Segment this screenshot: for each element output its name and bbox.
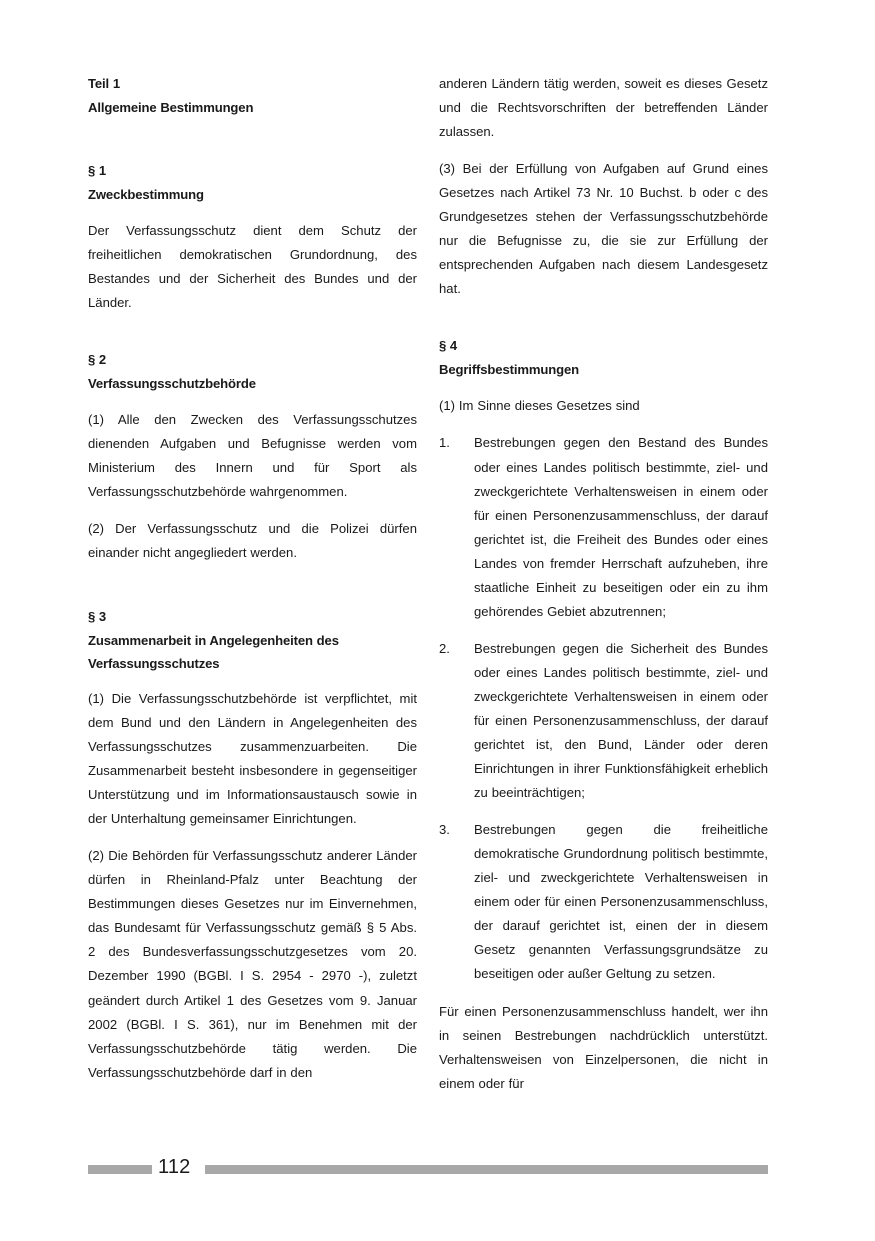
section-1-heading [88, 159, 417, 206]
page-footer [0, 1152, 875, 1192]
section-1-number: § 1 [88, 163, 107, 178]
right-text-column [439, 72, 768, 1130]
footer-rule-left [88, 1165, 152, 1174]
section-4-title: Begriffsbestimmungen [439, 361, 579, 377]
section-2-title: Verfassungsschutzbehörde [88, 375, 256, 391]
section-4-intro: (1) Im Sinne dieses Gesetzes sind [439, 398, 640, 414]
section-3-paragraph-3: (3) Bei der Erfüllung von Aufgaben auf Grund eines Gesetzes nach Artikel 73 Nr. 10 Buchst. b oder c des Grundgesetzes stehen der Verfassungsschutzbehörde nur die Befugnisse zu, die sie zur Erfüllung der entsprechenden Aufgaben nach diesem Landesgesetz hat. [439, 161, 768, 297]
section-3-title-line-1: Zusammenarbeit in Angelegenheiten des [88, 632, 339, 648]
footer-rule-right [205, 1165, 768, 1174]
section-2-paragraph-1: (1) Alle den Zwecken des Verfassungsschutzes dienenden Aufgaben und Befugnisse werden vom Ministerium des Innern und für Sport als Verfassungsschutzbehörde wahrgenommen. [88, 412, 417, 500]
spacer [88, 132, 417, 159]
list-item-marker: 1. [439, 435, 450, 451]
section-3-heading [88, 605, 417, 676]
definitions-list [439, 431, 768, 986]
continued-paragraph: anderen Ländern tätig werden, soweit es dieses Gesetz und die Rechtsvorschriften der betreffenden Länder zulassen. [439, 76, 768, 140]
spacer [439, 314, 768, 334]
section-2-paragraph-2: (2) Der Verfassungsschutz und die Polizei dürfen einander nicht angegliedert werden. [88, 521, 417, 561]
section-1-paragraph-1: Der Verfassungsschutz dient dem Schutz der freiheitlichen demokratischen Grundordnung, des Bestandes und der Sicherheit des Bundes und der Länder. [88, 223, 417, 311]
section-2-heading [88, 348, 417, 395]
page-number: 112 [158, 1156, 191, 1178]
section-3-title-line-2: Verfassungsschutzes [88, 656, 220, 672]
list-item [439, 818, 768, 986]
list-item-marker: 2. [439, 640, 450, 656]
part-heading-number: Teil 1 [88, 76, 120, 91]
section-4-closing-paragraph: Für einen Personenzusammenschluss handelt, wer ihn in seinen Bestrebungen nachdrücklich unterstützt. Verhaltensweisen von Einzelpersonen, die nicht in einem oder für [439, 1003, 768, 1091]
left-text-column [88, 72, 417, 1130]
part-heading-title: Allgemeine Bestimmungen [88, 99, 254, 115]
list-item-text: Bestrebungen gegen den Bestand des Bundes oder eines Landes politisch bestimmte, ziel- und zweckgerichtete Verhaltensweisen in einem oder für einen Personenzusammenschluss, der darauf gerichtet ist, die Freiheit des Bundes oder eines Landes von fremder Herrschaft aufzuheben, ihre staatliche Einheit zu beseitigen oder ein zu ihm gehörendes Gebiet abzutrennen; [474, 435, 768, 619]
section-4-heading [439, 334, 768, 381]
part-heading [88, 72, 417, 119]
section-1-title: Zweckbestimmung [88, 186, 204, 202]
list-item-text: Bestrebungen gegen die Sicherheit des Bundes oder eines Landes politisch bestimmte, ziel- und zweckgerichtete Verhaltensweisen in einem oder für einen Personenzusammenschluss, der darauf gerichtet ist, den Bund, Länder oder deren Einrichtungen in ihrer Funktionsfähigkeit erheblich zu beeinträchtigen; [474, 640, 768, 801]
list-item [439, 637, 768, 805]
section-3-number: § 3 [88, 609, 107, 625]
list-item-marker: 3. [439, 822, 450, 838]
spacer [88, 328, 417, 348]
section-2-number: § 2 [88, 352, 107, 368]
section-3-paragraph-1: (1) Die Verfassungsschutzbehörde ist verpflichtet, mit dem Bund und den Ländern in Angelegenheiten des Verfassungsschutzes zusammenzuarbeiten. Die Zusammenarbeit besteht insbesondere in gegenseitiger Unterstützung und im Informationsaustausch sowie in der Unterhaltung gemeinsamer Einrichtungen. [88, 690, 417, 827]
list-item-text: Bestrebungen gegen die freiheitliche demokratische Grundordnung politisch bestimmte, ziel- und zweckgerichtete Verhaltensweisen in einem oder für einen Personenzusammenschluss, der darauf gerichtet ist, einen der in diesem Gesetz genannten Verfassungsgrundsätze zu beseitigen oder außer Geltung zu setzen. [474, 822, 768, 982]
spacer [88, 578, 417, 605]
section-4-number: § 4 [439, 338, 458, 354]
list-item [439, 431, 768, 623]
two-column-body [88, 72, 768, 1130]
section-3-paragraph-2: (2) Die Behörden für Verfassungsschutz anderer Länder dürfen in Rheinland-Pfalz unter Beachtung der Bestimmungen dieses Gesetzes nur im Einvernehmen, das Bundesamt für Verfassungsschutz gemäß § 5 Abs. 2 des Bundesverfassungsschutzgesetzes vom 20. Dezember 1990 (BGBl. I S. 2954 - 2970 -), zuletzt geändert durch Artikel 1 des Gesetzes vom 9. Januar 2002 (BGBl. I S. 361), nur im Benehmen mit der Verfassungsschutzbehörde tätig werden. Die Verfassungsschutzbehörde darf in den [88, 848, 417, 1080]
